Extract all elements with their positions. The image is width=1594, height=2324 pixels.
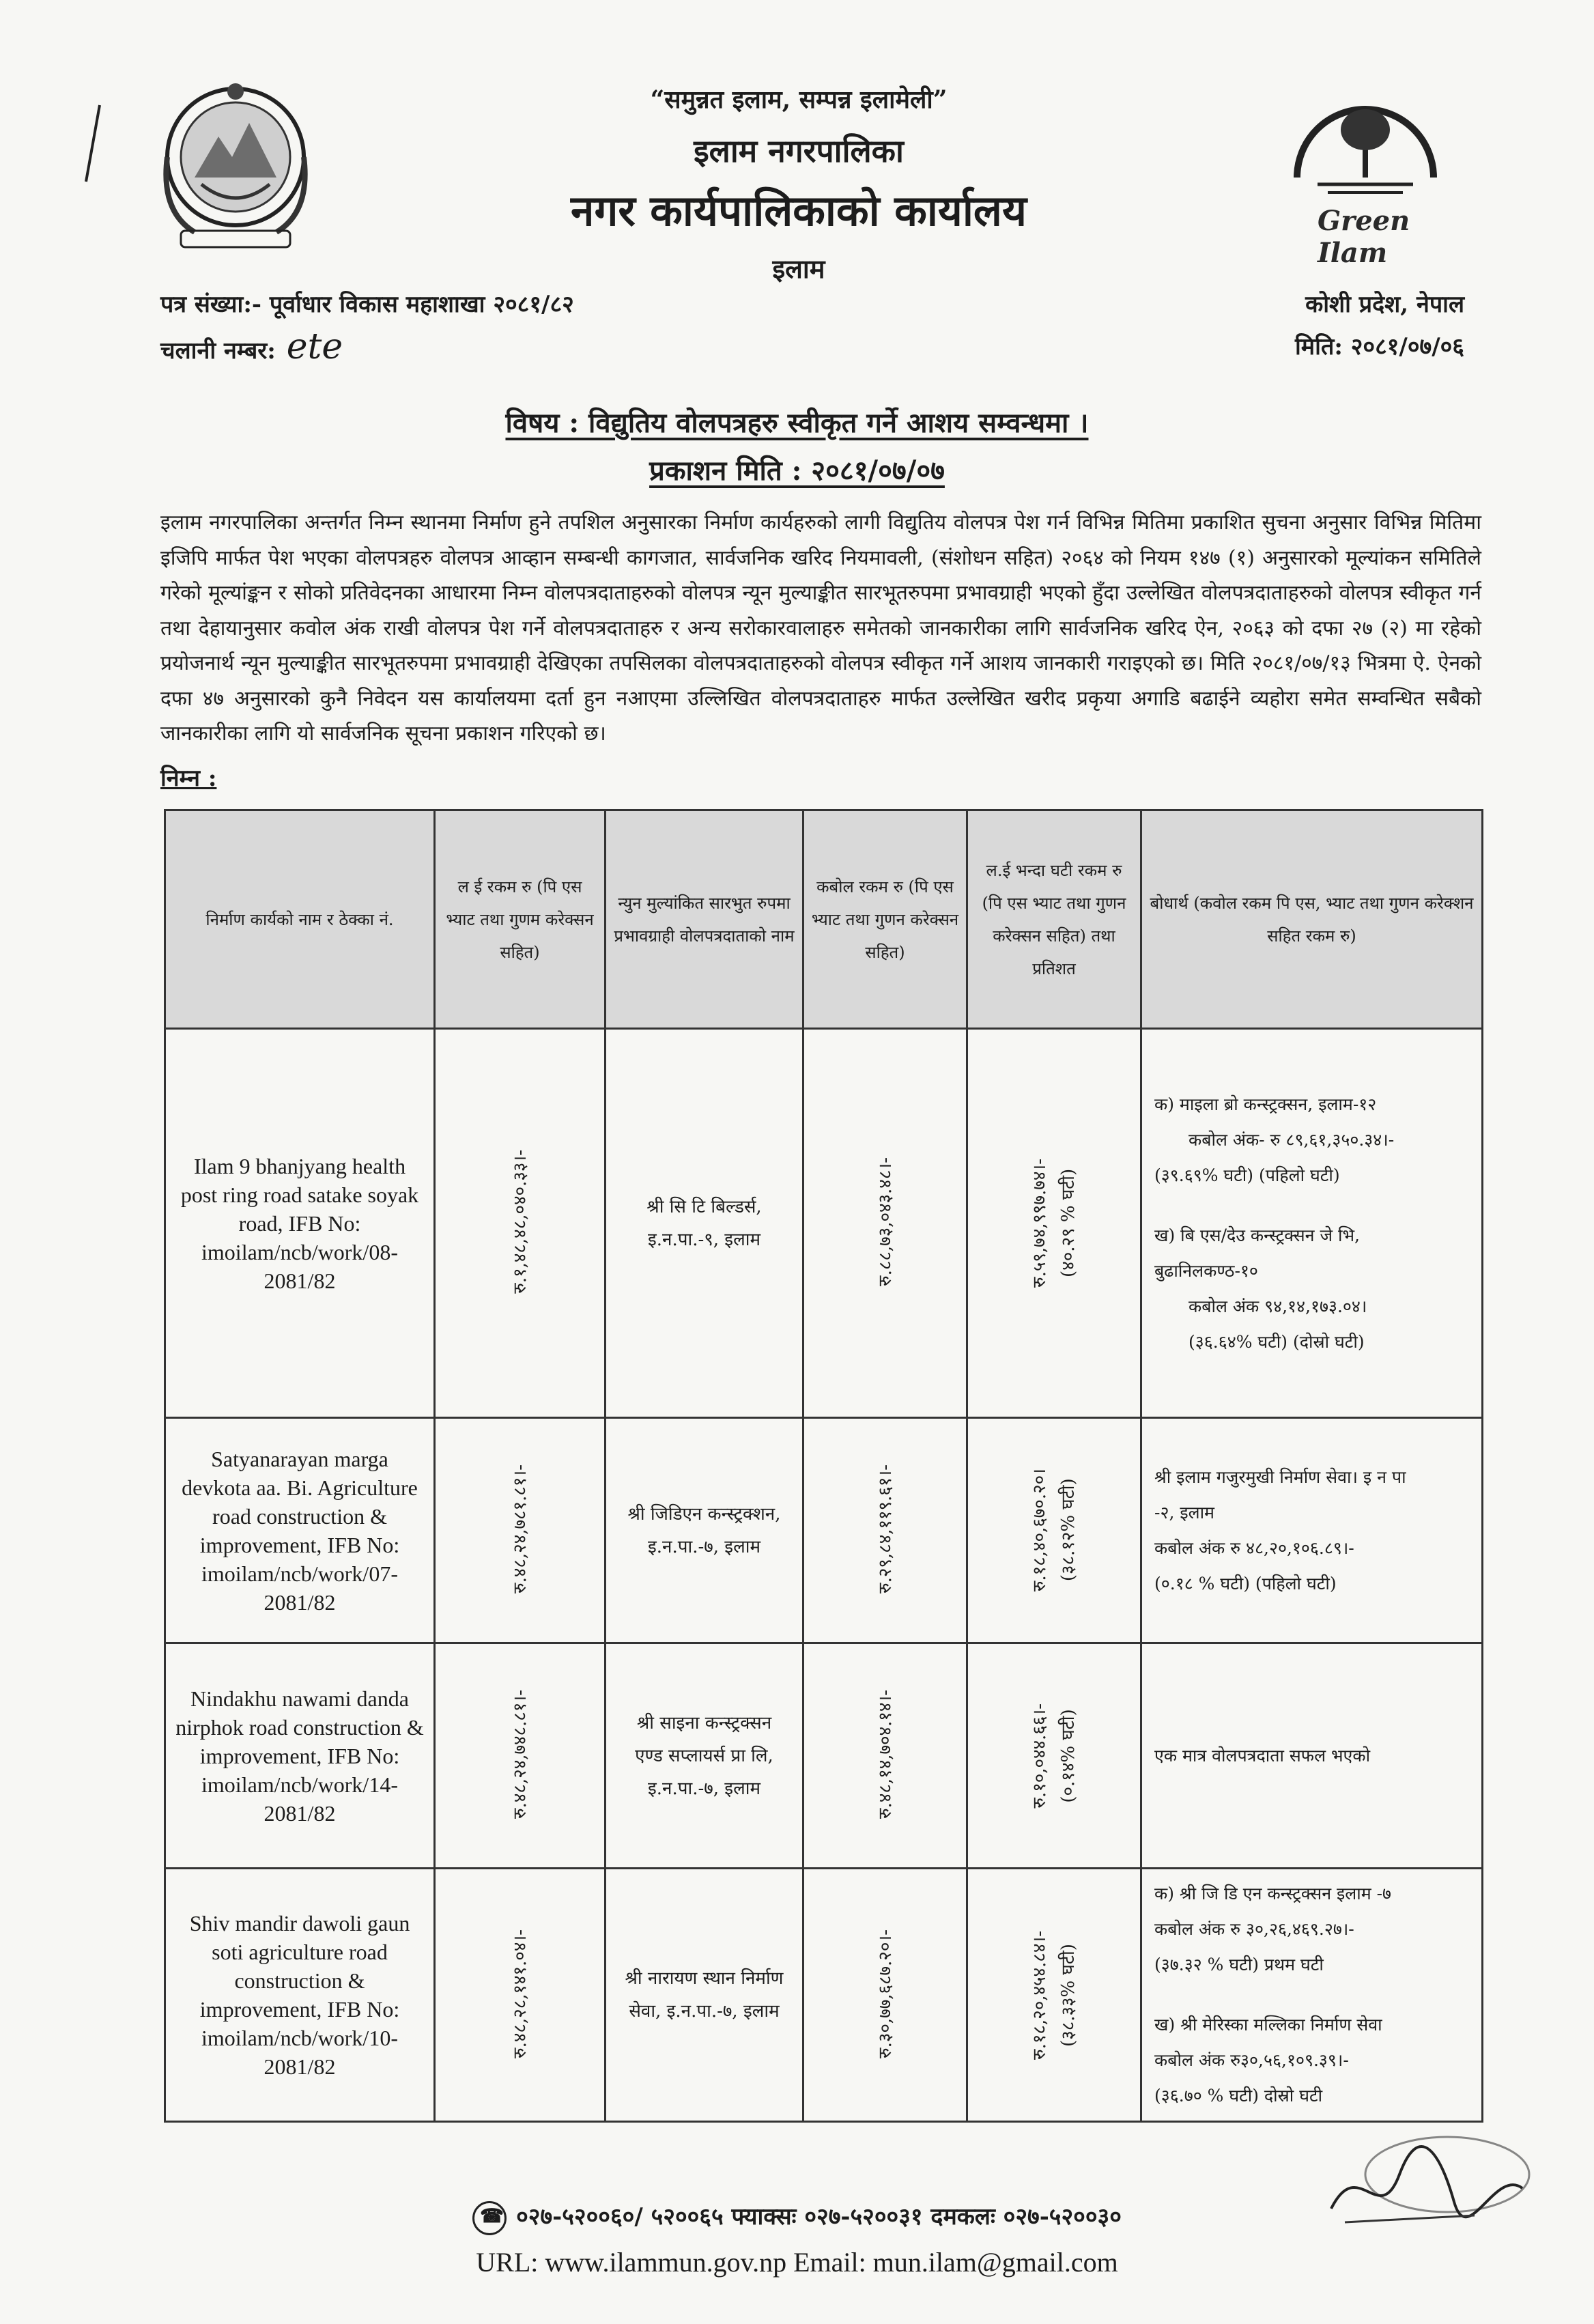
below-amount: रु.१८,४०,६७०.२०। (1029, 1469, 1050, 1592)
header-work: निर्माण कार्यको नाम र ठेक्का नं. (165, 810, 435, 1029)
office-name: नगर कार्यपालिकाको कार्यालय (571, 186, 1027, 236)
remark-line: कबोल अंक रु ४८,२०,१०६.८९।- (1154, 1537, 1354, 1558)
bid-cell (803, 1029, 967, 1418)
bid-cell (803, 1418, 967, 1643)
footer-links: URL: www.ilammun.gov.np Email: mun.ilam@gmail.com (476, 2247, 1118, 2278)
table-header-row (165, 810, 1483, 1029)
bid-amount: रु.४८,१४,७०४.१४।- (874, 1690, 896, 1819)
published-date-line (0, 451, 1594, 488)
below-percent: (४०.२९ % घटी) (1058, 1168, 1079, 1278)
bid-amount: रु.३०,७७,६८७.२०।- (874, 1929, 896, 2058)
district-name: इलाम (772, 253, 825, 284)
remark-spacer (1154, 1983, 1469, 2007)
letter-date: मिति: २०८१/०७/०६ (1295, 333, 1464, 360)
letter-number: पत्र संख्या:- पूर्वाधार विकास महाशाखा २०८१/८२ (160, 291, 574, 318)
table-row (165, 1418, 1483, 1643)
remark-line: एक मात्र वोलपत्रदाता सफल भएको (1154, 1745, 1371, 1766)
published-date: प्रकाशन मिति : २०८१/०७/०७ (649, 455, 945, 487)
remark-line: (३७.३२ % घटी) प्रथम घटी (1154, 1955, 1324, 1974)
province: कोशी प्रदेश, नेपाल (1305, 291, 1464, 318)
remark-line: कबोल अंक ९४,१४,१७३.०४। (1189, 1296, 1367, 1316)
letter-meta-right (1295, 283, 1464, 368)
header-remarks: बोधार्थ (कवोल रकम पि एस, भ्याट तथा गुणन करेक्शन सहित रकम रु) (1141, 810, 1483, 1029)
bidder-cell (606, 1869, 803, 2122)
remark-line: (३६.६४% घटी) (दोस्रो घटी) (1189, 1331, 1365, 1352)
header-bid: कबोल रकम रु (पि एस भ्याट तथा गुणन करेक्सन सहित) (803, 810, 967, 1029)
below-cell (967, 1869, 1141, 2122)
bidder-address: इ.न.पा.-७, इलाम (647, 1536, 760, 1557)
remark-line: क) श्री जि डि एन कन्स्ट्रक्सन इलाम -७ (1154, 1884, 1392, 1903)
footer-contacts (0, 2200, 1594, 2235)
bidder-name: श्री सि टि बिल्डर्स, (646, 1196, 762, 1217)
dispatch-label: चलानी नम्बर: (160, 337, 276, 365)
estimate-amount: रु.४८,२४,७८१.८१।- (509, 1464, 530, 1593)
remark-line: श्री इलाम गजुरमुखी निर्माण सेवा। इ न पा (1154, 1466, 1406, 1487)
tree-logo-icon (1270, 89, 1461, 205)
dispatch-value: ete (286, 326, 343, 367)
table-row (165, 1029, 1483, 1418)
municipality-name: इलाम नगरपालिका (694, 132, 904, 169)
below-cell (967, 1643, 1141, 1869)
bidder-address: सेवा, इ.न.पा.-७, इलाम (629, 2001, 780, 2022)
phone-icon (472, 2201, 507, 2235)
bidder-address: इ.न.पा.-९, इलाम (647, 1229, 760, 1250)
slogan: “समुन्नत इलाम, सम्पन्न इलामेली” (650, 85, 948, 114)
bidder-cell (606, 1418, 803, 1643)
footer-phones: ०२७-५२००६०/ ५२००६५ फ्याक्सः ०२७-५२००३१ दमकलः ०२७-५२००३० (516, 2203, 1122, 2230)
below-percent: (०.१४% घटी) (1058, 1708, 1079, 1803)
subject-text: विषय : विद्युतिय वोलपत्रहरु स्वीकृत गर्ने आशय सम्वन्धमा । (505, 407, 1089, 439)
estimate-amount: रु.१,४८,४८,०४०.३३।- (509, 1150, 530, 1294)
bidder-cell (606, 1643, 803, 1869)
below-percent: (३८.१२% घटी) (1058, 1479, 1079, 1582)
estimate-cell (435, 1418, 606, 1643)
below-percent: (३८.३३% घटी) (1058, 1943, 1079, 2047)
remarks-cell (1141, 1869, 1483, 2122)
below-cell (967, 1029, 1141, 1418)
header-bidder: न्युन मुल्यांकित सारभुत रुपमा प्रभावग्राही वोलपत्रदाताको नाम (606, 810, 803, 1029)
remark-line: कबोल अंक- रु ८९,६१,३५०.३४।- (1189, 1129, 1395, 1150)
remark-line: ख) श्री मेरिस्का मल्लिका निर्माण सेवा (1154, 2015, 1382, 2035)
below-label: निम्न : (160, 765, 217, 792)
below-amount: रु.१०,०४४.६६।- (1029, 1703, 1050, 1809)
remark-line: -२, इलाम (1154, 1502, 1214, 1522)
green-ilam-logo (1270, 89, 1461, 269)
bidder-name: श्री साइना कन्स्ट्रक्सन (636, 1712, 772, 1733)
remark-spacer (1154, 1193, 1469, 1218)
letterhead (478, 75, 1120, 286)
remark-line: कबोल अंक रु३०,५६,१०९.३९।- (1154, 2050, 1349, 2070)
remark-line: ख) बि एस/देउ कन्स्ट्रक्सन जे भि, (1154, 1225, 1360, 1245)
bidder-address: इ.न.पा.-७, इलाम (647, 1778, 760, 1799)
letter-meta-left (160, 283, 574, 372)
estimate-cell (435, 1869, 606, 2122)
bidder-cell (606, 1029, 803, 1418)
header-estimate: ल ई रकम रु (पि एस भ्याट तथा गुणम करेक्सन सहित) (435, 810, 606, 1029)
bid-cell (803, 1869, 967, 2122)
pen-mark-icon (82, 102, 102, 184)
bid-amount: रु.८८,७३,०४३.४८।- (874, 1157, 896, 1286)
bid-amount: रु.२९,८४,११९.६१।- (874, 1464, 896, 1593)
remark-line: (३९.६९% घटी) (पहिलो घटी) (1154, 1165, 1340, 1185)
below-amount: रु.५९,७४,९९७.७४।- (1029, 1159, 1050, 1288)
estimate-amount: रु.४८,२८,१४१.०४।- (509, 1929, 530, 2058)
work-name: Shiv mandir dawoli gaun soti agriculture road construction & improvement, IFB No: imoilam/ncb/work/10-2081/82 (165, 1869, 435, 2122)
remark-line: (३६.७० % घटी) दोस्रो घटी (1154, 2086, 1323, 2106)
work-name: Ilam 9 bhanjyang health post ring road satake soyak road, IFB No: imoilam/ncb/work/08-2081/82 (165, 1029, 435, 1418)
remarks-cell (1141, 1643, 1483, 1869)
header-below: ल.ई भन्दा घटी रकम रु (पि एस भ्याट तथा गुणन करेक्सन सहित) तथा प्रतिशत (967, 810, 1141, 1029)
nepal-emblem-icon (154, 75, 317, 259)
estimate-cell (435, 1029, 606, 1418)
work-name: Satyanarayan marga devkota aa. Bi. Agriculture road construction & improvement, IFB No: imoilam/ncb/work/07-2081/82 (165, 1418, 435, 1643)
logo-caption: Green Ilam (1318, 205, 1410, 269)
below-amount: रु.१८,२०,४५४.८४।- (1029, 1930, 1050, 2060)
work-name: Nindakhu nawami danda nirphok road construction & improvement, IFB No: imoilam/ncb/work/14-2081/82 (165, 1643, 435, 1869)
remark-line: कबोल अंक रु ३०,२६,४६९.२७।- (1154, 1919, 1354, 1939)
bidder-name: श्री नारायण स्थान निर्माण (625, 1968, 784, 1989)
table-row (165, 1869, 1483, 2122)
remark-line: (०.१८ % घटी) (पहिलो घटी) (1154, 1573, 1337, 1593)
estimate-amount: रु.४८,२४,७४८.८१।- (509, 1690, 530, 1819)
bid-table (164, 809, 1483, 2123)
subject-line (0, 403, 1594, 440)
bid-cell (803, 1643, 967, 1869)
bidder-company: एण्ड सप्लायर्स प्रा लि, (635, 1745, 773, 1766)
notice-body: इलाम नगरपालिका अन्तर्गत निम्न स्थानमा निर्माण हुने तपशिल अनुसारका निर्माण कार्यहरुको लागी विद्युतिय वोलपत्र पेश गर्न विभिन्न मितिमा प्रकाशित सुचना अनुसार विभिन्न मितिमा इजिपि मार्फत पेश भएका वोलपत्रहरु वोलपत्र आव्हान सम्बन्धी कागजात, सार्वजनिक खरिद नियमावली, (संशोधन सहित) २०६४ को नियम १४७ (१) अनुसारको मूल्यांकन समितिले गरेको मूल्यांङ्कन र सोको प्रतिवेदनका आधारमा निम्न वोलपत्रदाताहरुको वोलपत्र न्यून मुल्याङ्कीत सारभूतरुपमा प्रभावग्राही भएको हुँदा उल्लेखित वोलपत्रदाताहरुको वोलपत्र स्वीकृत गर्न तथा देहायानुसार कवोल अंक राखी वोलपत्र पेश गर्ने वोलपत्रदाताहरु र अन्य सरोकारवालाहरु समेतको जानकारीका लागि सार्वजनिक खरिद ऐन, २०६३ को दफा २७ (२) मा रहेको प्रयोजनार्थ न्यून मुल्याङ्कीत सारभूतरुपमा प्रभावग्राही देखिएका तपसिलका वोलपत्रदाताहरुको वोलपत्र स्वीकृत गर्ने आशय जानकारी गराइएको छ। मिति २०८१/०७/१३ भित्रमा ऐ. ऐनको दफा ४७ अनुसारको कुनै निवेदन यस कार्यालयमा दर्ता हुन नआएमा उल्लिखित वोलपत्रदाताहरु मार्फत उल्लेखित खरीद प्रकृया अगाडि बढाईने व्यहोरा समेत सम्वन्धित सबैको जानकारीका लागि यो सार्वजनिक सूचना प्रकाशन गरिएको छ। (160, 511, 1481, 746)
remark-line: क) माइला ब्रो कन्स्ट्रक्सन, इलाम-१२ (1154, 1094, 1377, 1114)
remark-line: बुढानिलकण्ठ-१० (1154, 1260, 1258, 1281)
remarks-cell (1141, 1029, 1483, 1418)
remarks-cell (1141, 1418, 1483, 1643)
estimate-cell (435, 1643, 606, 1869)
below-cell (967, 1418, 1141, 1643)
dispatch-number (160, 326, 574, 372)
table-row (165, 1643, 1483, 1869)
bidder-name: श्री जिडिएन कन्स्ट्रक्शन, (627, 1503, 781, 1525)
